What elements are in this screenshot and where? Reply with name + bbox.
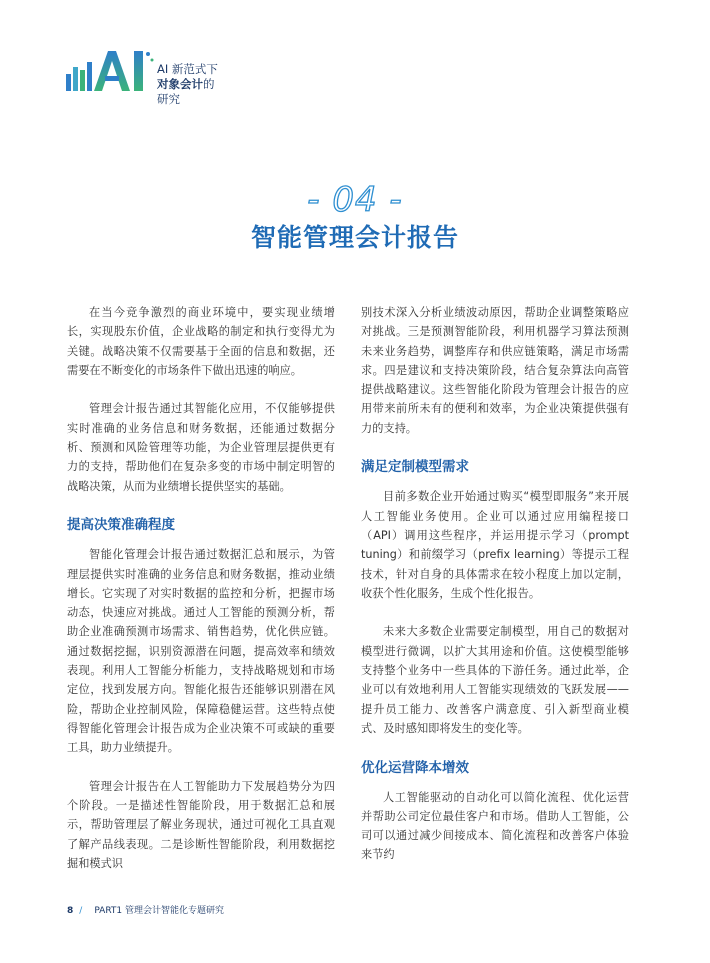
- header-subtitle: [157, 62, 224, 107]
- paragraph: 未来大多数企业需要定制模型，用自己的数据对模型进行微调，以扩大其用途和价值。这使模型能够支持整个业务中一些具体的下游任务。通过此举，企业可以有效地利用人工智能实现绩效的飞跃发展——提升员工能力、改善客户满意度、引入新型商业模式、及时感知即将发生的变化等。: [361, 625, 629, 735]
- footer-part-label: PART1 管理会计智能化专题研究: [94, 906, 225, 916]
- page-number: 8: [67, 906, 74, 916]
- paragraph: 目前多数企业开始通过购买“模型即服务”来开展人工智能业务使用。企业可以通过应用编程接口（API）调用这些程序，并运用提示学习（prompt tuning）和前缀学习（prefix learning）等提示工程技术，针对自身的具体需求在较小程度上加以定制，收获个性化服务，生成个性化报告。: [361, 490, 629, 600]
- footer-slash: /: [79, 906, 83, 916]
- subheading-decision-accuracy: 提高决策准确程度: [67, 517, 175, 534]
- page-footer: [67, 903, 224, 916]
- header-subtitle-bold: 对象会计: [157, 77, 203, 91]
- paragraph: 智能化管理会计报告通过数据汇总和展示，为管理层提供实时准确的业务信息和财务数据，推动业绩增长。它实现了对实时数据的监控和分析，把握市场动态，快速应对挑战。通过人工智能的预测分析，帮助企业准确预测市场需求、销售趋势，优化供应链。通过数据挖掘，识别资源潜在问题，提高效率和绩效表现。利用人工智能分析能力，支持战略规划和市场定位，找到发展方向。智能化报告还能够识别潜在风险，帮助企业控制风险，保障稳健运营。这些特点使得智能化管理会计报告成为企业决策不可或缺的重要工具，助力业绩提升。: [67, 548, 335, 755]
- header-subtitle-rest: 的研究: [157, 77, 215, 106]
- section-number: - 04 -: [307, 180, 403, 220]
- subheading-cost-efficiency: 优化运营降本增效: [361, 759, 469, 776]
- paragraph: 管理会计报告通过其智能化应用，不仅能够提供实时准确的业务信息和财务数据，还能通过数据分析、预测和风险管理等功能，为企业管理层提供更有力的支持，帮助他们在复杂多变的市场中制定明智的战略决策，从而为业绩增长提供坚实的基础。: [67, 402, 335, 493]
- paragraph: 别技术深入分析业绩波动原因，帮助企业调整策略应对挑战。三是预测智能阶段，利用机器学习算法预测未来业务趋势，调整库存和供应链策略，满足市场需求。四是建议和支持决策阶段，结合复杂算法向高管提供战略建议。这些智能化阶段为管理会计报告的应用带来前所未有的便利和效率，为企业决策提供强有力的支持。: [361, 306, 629, 435]
- section-title: 智能管理会计报告: [250, 223, 459, 252]
- paragraph: 在当今竞争激烈的商业环境中，要实现业绩增长，实现股东价值，企业战略的制定和执行变得尤为关键。战略决策不仅需要基于全面的信息和数据，还需要在不断变化的市场条件下做出迅速的响应。: [67, 306, 335, 377]
- header-subtitle-line1: AI 新范式下: [157, 62, 218, 76]
- header-logo: [64, 48, 224, 106]
- left-column: [67, 303, 335, 893]
- header-subtitle-line2: [157, 77, 224, 107]
- subheading-custom-model: 满足定制模型需求: [361, 459, 469, 476]
- ai-logo-icon: [64, 48, 156, 92]
- paragraph: 管理会计报告在人工智能助力下发展趋势分为四个阶段。一是描述性智能阶段，用于数据汇总和展示，帮助管理层了解业务现状，通过可视化工具直观了解产品线表现。二是诊断性智能阶段，利用数据挖掘和模式识: [67, 779, 335, 871]
- right-column: [361, 303, 629, 884]
- paragraph: 人工智能驱动的自动化可以简化流程、优化运营并帮助公司定位最佳客户和市场。借助人工智能，公司可以通过减少间接成本、简化流程和改善客户体验来节约: [361, 790, 629, 862]
